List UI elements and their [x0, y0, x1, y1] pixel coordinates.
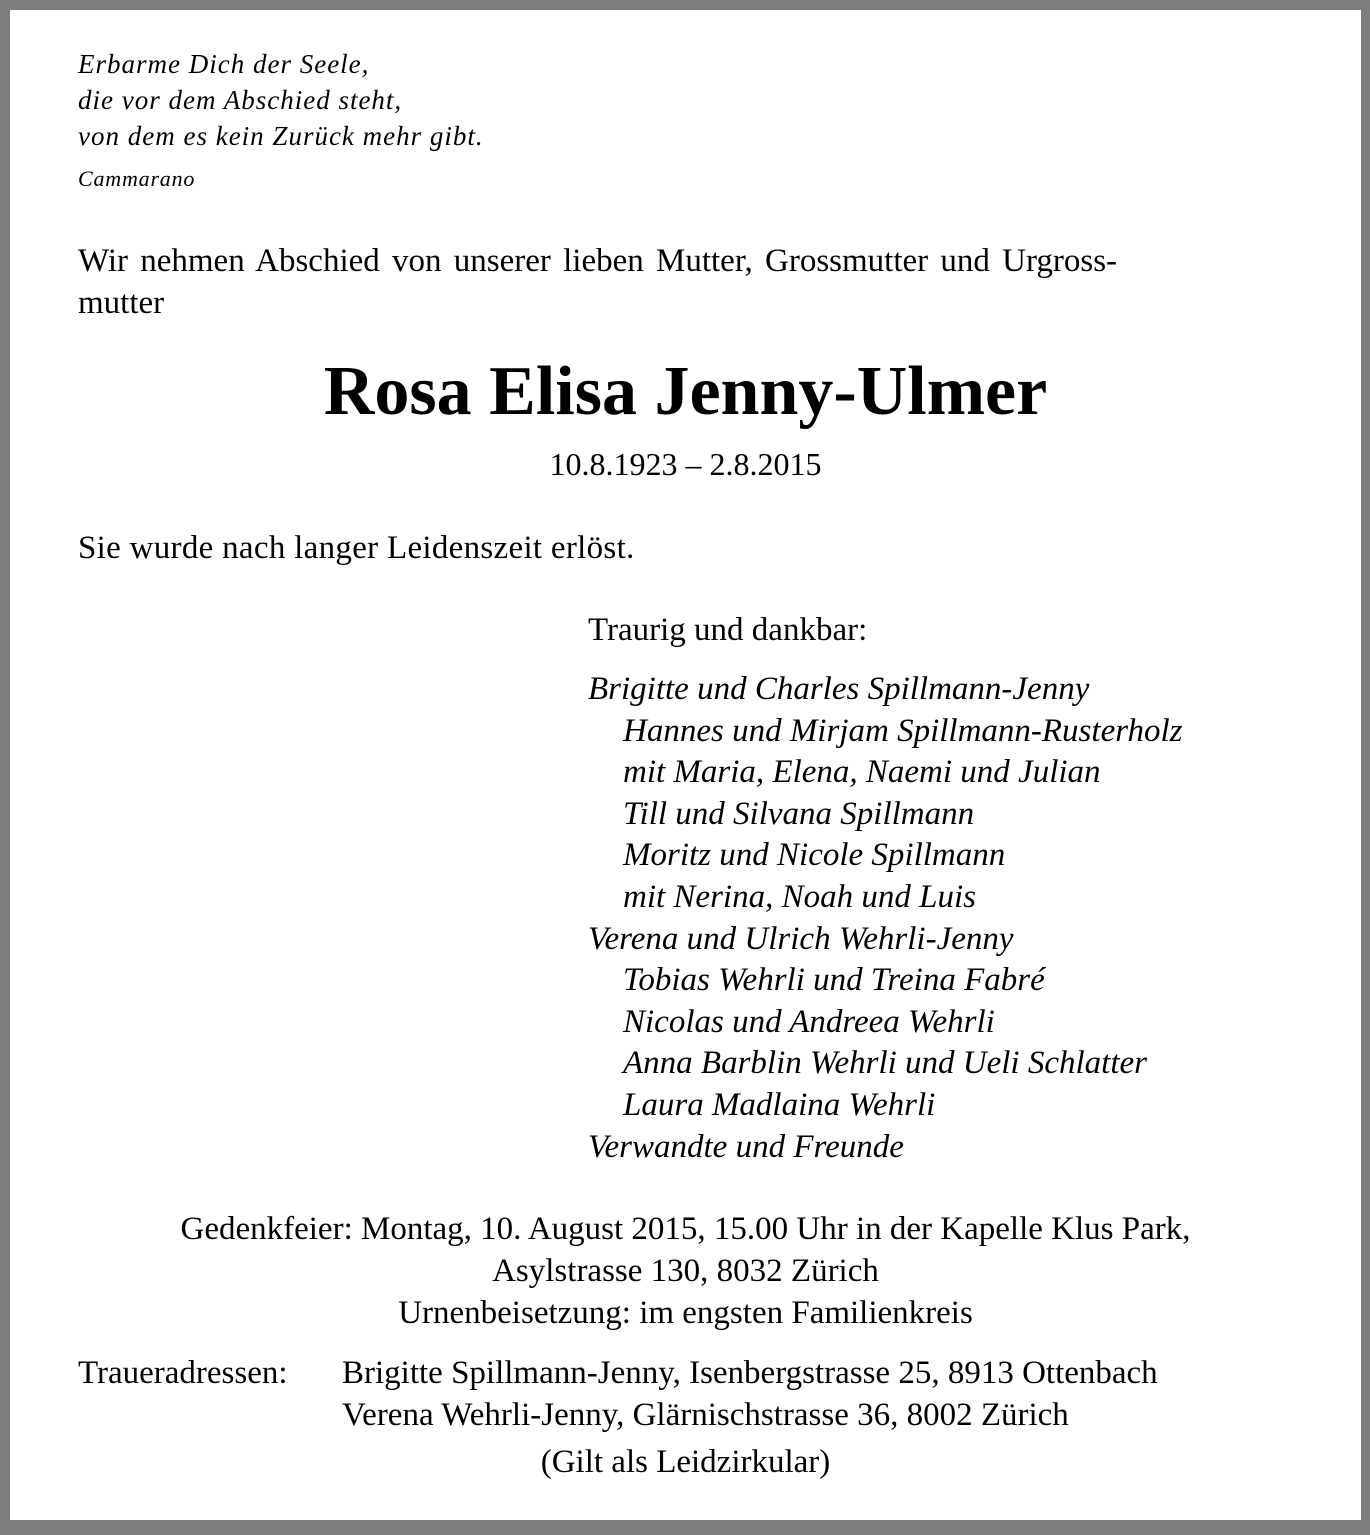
circular-note: (Gilt als Leidzirkular) — [540, 1444, 831, 1480]
ceremony-line: Asylstrasse 130, 8032 Zürich — [492, 1253, 879, 1289]
mourner-entry: Anna Barblin Wehrli und Ueli Schlatter — [623, 1045, 1147, 1082]
deceased-name: Rosa Elisa Jenny-Ulmer — [323, 353, 1048, 430]
mourner-entry: mit Nerina, Noah und Luis — [623, 878, 976, 915]
mourner-entry: Laura Madlaina Wehrli — [623, 1086, 936, 1123]
statement-text: Sie wurde nach langer Leidenszeit erlöst. — [78, 530, 635, 566]
mourner-entry: Brigitte und Charles Spillmann-Jenny — [588, 671, 1090, 707]
life-dates: 10.8.1923 – 2.8.2015 — [549, 446, 822, 482]
intro-text — [78, 240, 1298, 324]
mourner-entry: mit Maria, Elena, Naemi und Julian — [623, 754, 1101, 791]
ceremony-line: Urnenbeisetzung: im engsten Familienkreis — [398, 1295, 973, 1331]
quote-line: Erbarme Dich der Seele, — [78, 49, 370, 79]
mourner-entry: Tobias Wehrli und Treina Fabré — [623, 962, 1045, 999]
mourners-list — [588, 669, 1182, 1168]
mourner-entry: Nicolas und Andreea Wehrli — [623, 1003, 995, 1040]
ceremony-info — [10, 1208, 1361, 1334]
intro-line: mutter — [78, 285, 165, 321]
mourner-entry: Moritz und Nicole Spillmann — [623, 837, 1006, 874]
mourners-heading: Traurig und dankbar: — [588, 612, 868, 648]
quote-author: Cammarano — [78, 166, 196, 191]
addresses-list — [342, 1352, 1158, 1436]
obituary-page — [10, 10, 1361, 1520]
address-line: Verena Wehrli-Jenny, Glärnischstrasse 36, 8002 Zürich — [342, 1397, 1069, 1433]
address-line: Brigitte Spillmann-Jenny, Isenbergstrasse 25, 8913 Ottenbach — [342, 1355, 1158, 1391]
epigraph-quote — [78, 46, 484, 154]
intro-line: Wir nehmen Abschied von unserer lieben Mutter, Grossmutter und Urgross- — [78, 243, 1118, 279]
mourner-entry: Hannes und Mirjam Spillmann-Rusterholz — [623, 712, 1183, 749]
mourner-entry: Verwandte und Freunde — [588, 1128, 904, 1165]
addresses-label: Traueradressen: — [78, 1355, 288, 1391]
ceremony-line: Gedenkfeier: Montag, 10. August 2015, 15.00 Uhr in der Kapelle Klus Park, — [180, 1211, 1191, 1247]
quote-line: die vor dem Abschied steht, — [78, 85, 403, 115]
quote-line: von dem es kein Zurück mehr gibt. — [78, 121, 484, 151]
mourner-entry: Verena und Ulrich Wehrli-Jenny — [588, 920, 1014, 957]
mourner-entry: Till und Silvana Spillmann — [623, 795, 975, 832]
